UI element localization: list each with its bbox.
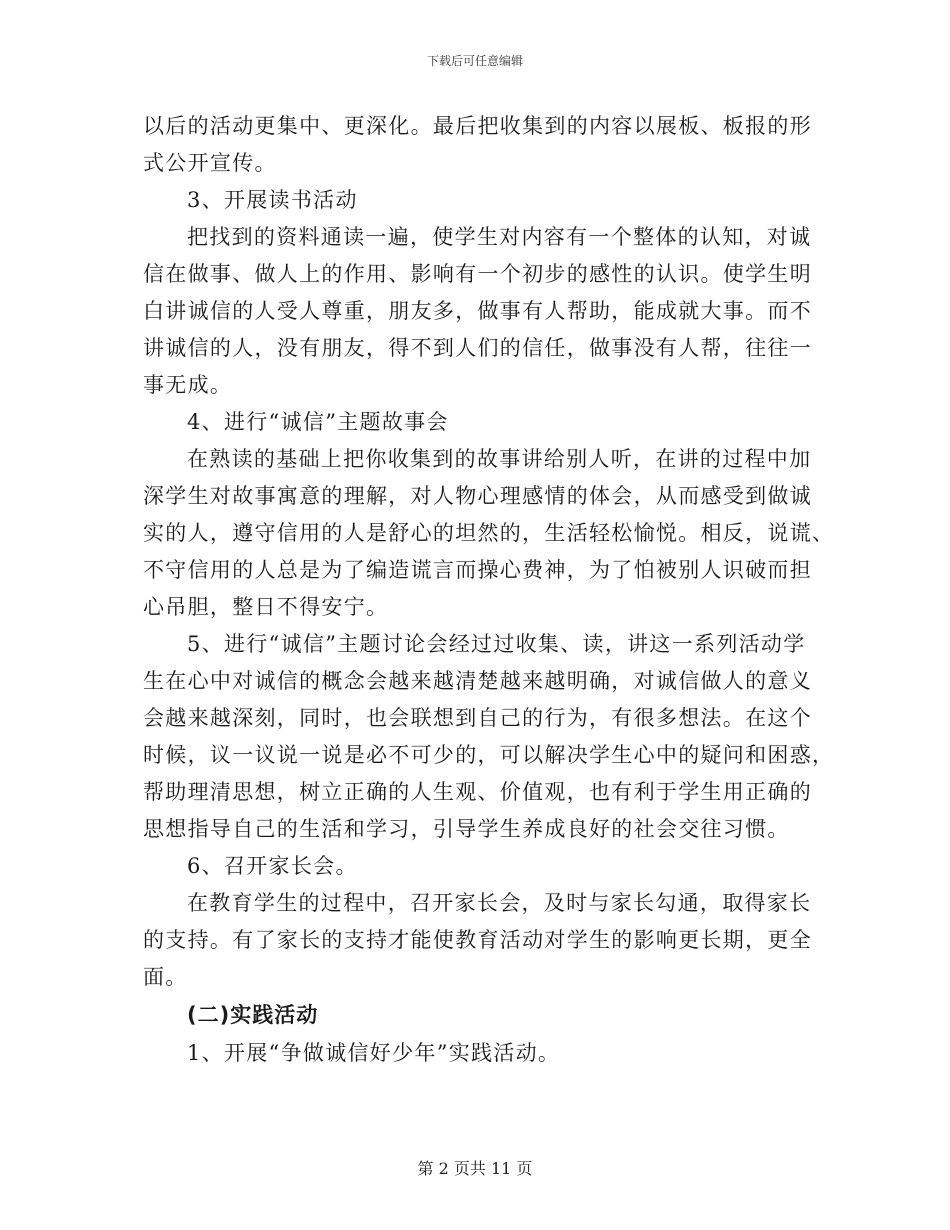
paragraph-line: 事无成。 bbox=[143, 373, 233, 397]
paragraph-line: 在教育学生的过程中，召开家长会，及时与家长勾通，取得家长 bbox=[187, 891, 812, 915]
paragraph-line: 以后的活动更集中、更深化。最后把收集到的内容以展板、板报的形 bbox=[143, 114, 812, 138]
paragraph-line: 式公开宣传。 bbox=[143, 151, 277, 175]
section-heading: 1、开展“争做诚信好少年”实践活动。 bbox=[187, 1041, 561, 1065]
paragraph-line: 实的人，遵守信用的人是舒心的坦然的，生活轻松愉悦。相反，说谎、 bbox=[143, 521, 835, 545]
paragraph-line: 帮助理清思想，树立正确的人生观、价值观，也有利于学生用正确的 bbox=[143, 780, 812, 804]
paragraph-line: 信在做事、做人上的作用、影响有一个初步的感性的认识。使学生明 bbox=[143, 262, 812, 286]
page-header: 下载后可任意编辑 bbox=[426, 54, 523, 68]
paragraph-line: 会越来越深刻，同时，也会联想到自己的行为，有很多想法。在这个 bbox=[143, 706, 812, 730]
paragraph-line: 不守信用的人总是为了编造谎言而操心费神，为了怕被别人识破而担 bbox=[143, 558, 812, 582]
paragraph-line: 白讲诚信的人受人尊重，朋友多，做事有人帮助，能成就大事。而不 bbox=[143, 299, 812, 323]
paragraph-line: 深学生对故事寓意的理解，对人物心理感情的体会，从而感受到做诚 bbox=[143, 484, 812, 508]
section-heading: 3、开展读书活动 bbox=[187, 188, 358, 212]
paragraph-line: 在熟读的基础上把你收集到的故事讲给别人听，在讲的过程中加 bbox=[187, 447, 812, 471]
paragraph-line: 心吊胆，整日不得安宁。 bbox=[143, 595, 389, 619]
paragraph-line: 把找到的资料通读一遍，使学生对内容有一个整体的认知，对诚 bbox=[187, 225, 812, 249]
paragraph-line: 面。 bbox=[143, 965, 188, 989]
paragraph-line: 的支持。有了家长的支持才能使教育活动对学生的影响更长期，更全 bbox=[143, 928, 812, 952]
subsection-heading: (二)实践活动 bbox=[187, 1003, 319, 1027]
paragraph-line: 时候，议一议说一说是必不可少的，可以解决学生心中的疑问和困惑， bbox=[143, 743, 835, 767]
section-heading: 4、进行“诚信”主题故事会 bbox=[187, 410, 449, 434]
section-heading: 5、进行“诚信”主题讨论会经过过收集、读，讲这一系列活动学 bbox=[187, 632, 806, 656]
section-heading: 6、召开家长会。 bbox=[187, 854, 358, 878]
page-footer: 第 2 页共 11 页 bbox=[417, 1159, 533, 1178]
paragraph-line: 思想指导自己的生活和学习，引导学生养成良好的社会交往习惯。 bbox=[143, 817, 790, 841]
paragraph-line: 讲诚信的人，没有朋友，得不到人们的信任，做事没有人帮，往往一 bbox=[143, 336, 812, 360]
paragraph-line: 生在心中对诚信的概念会越来越清楚越来越明确，对诚信做人的意义 bbox=[143, 669, 812, 693]
